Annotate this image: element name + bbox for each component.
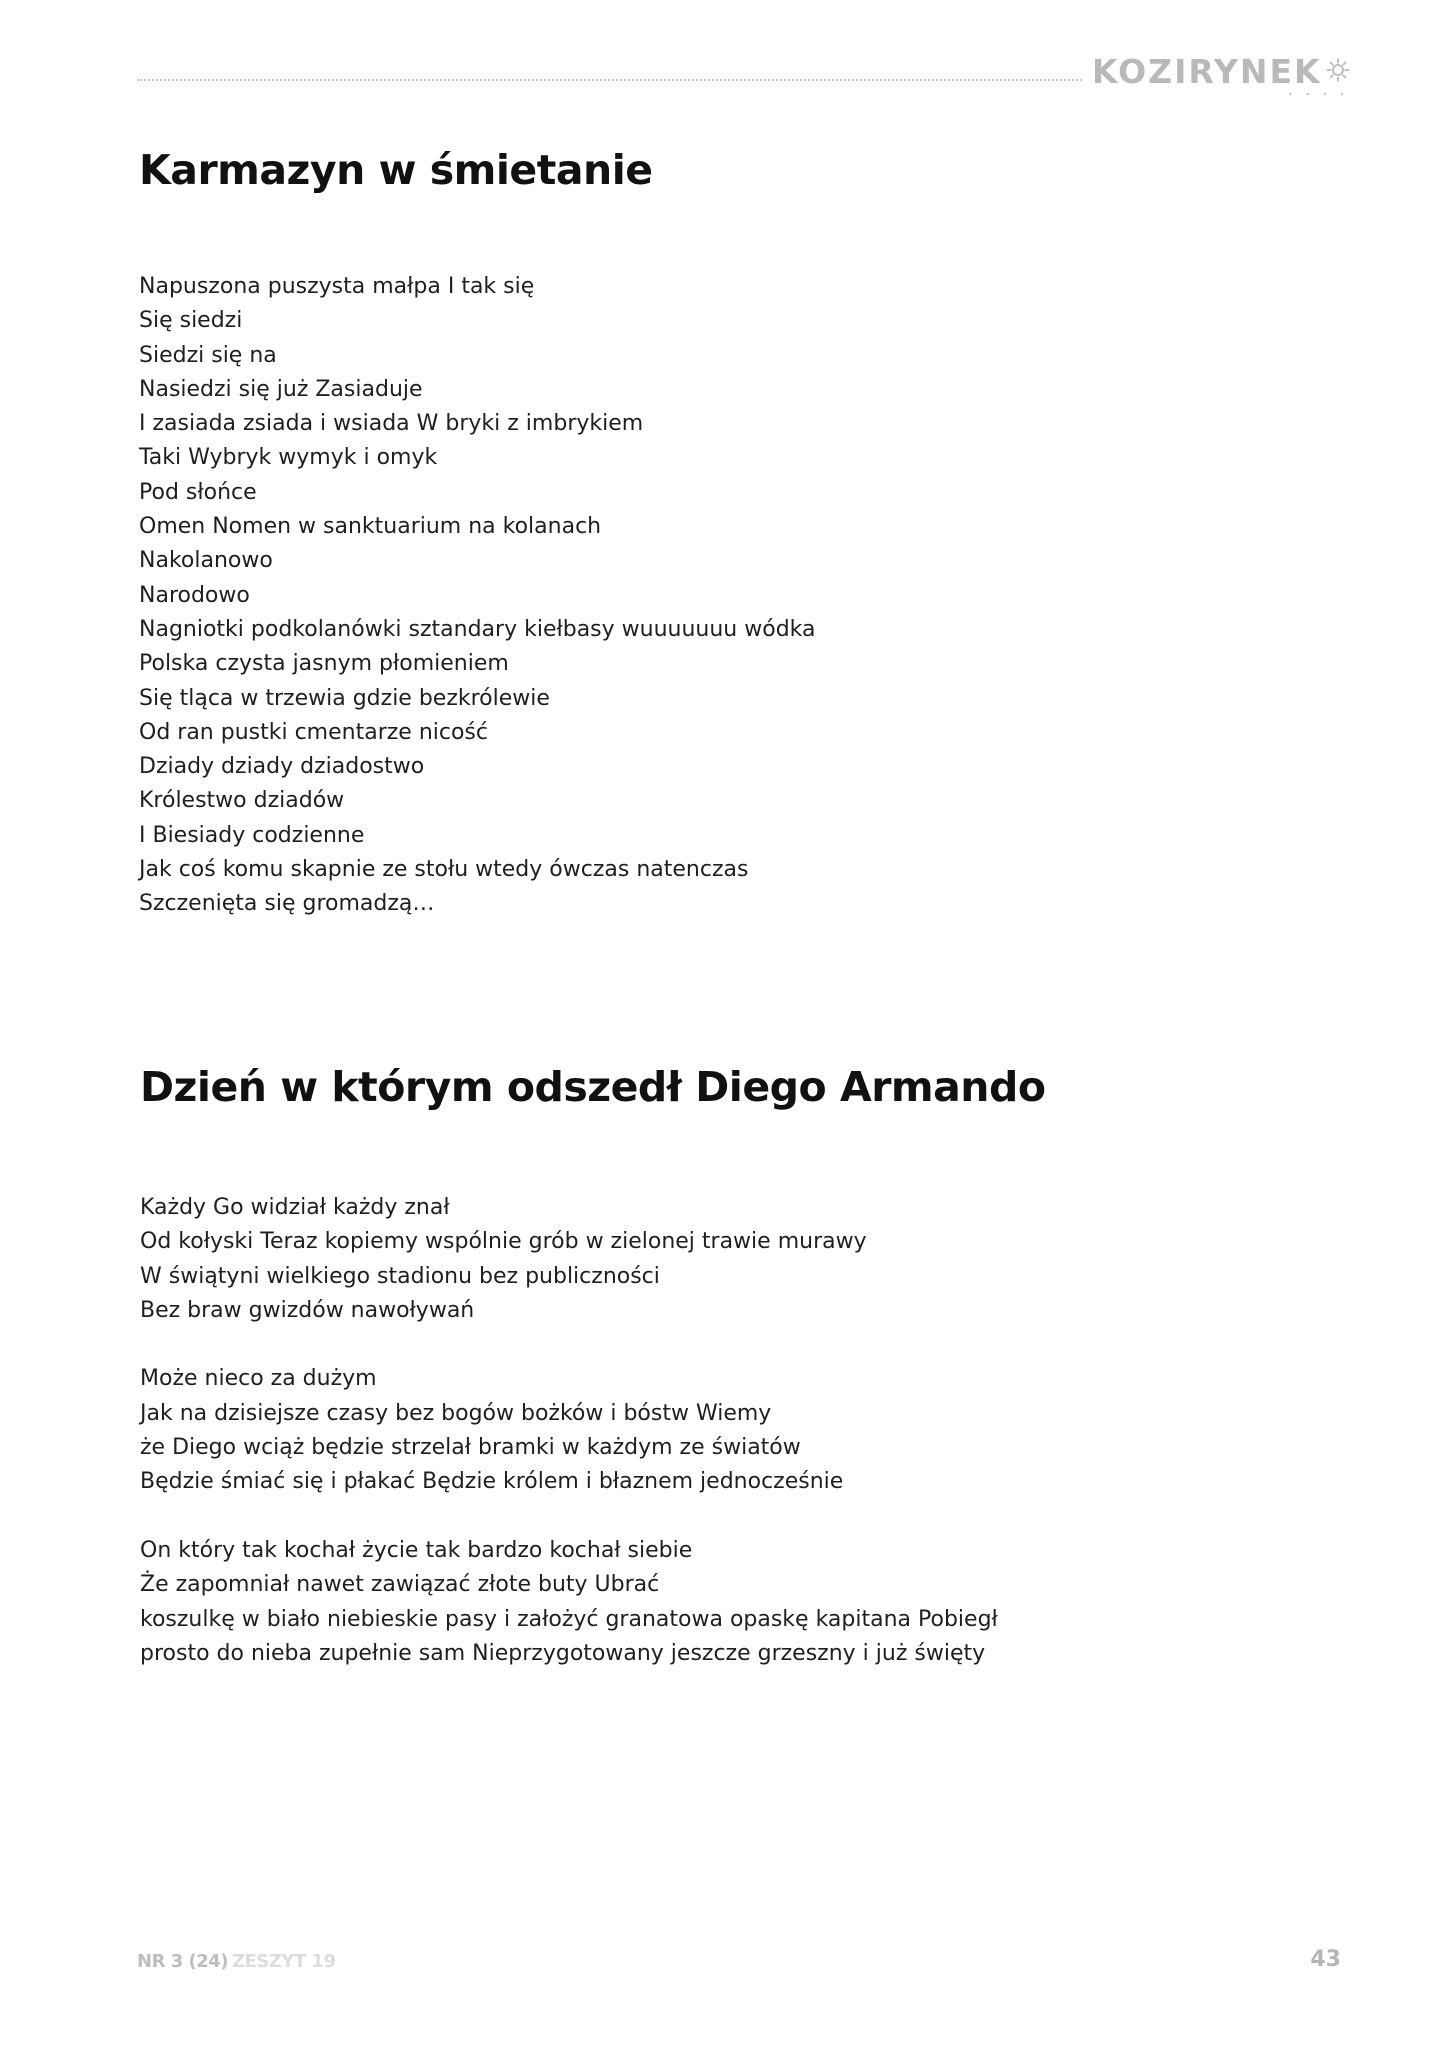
stanza-break	[140, 1328, 1320, 1362]
poem-line: Od ran pustki cmentarze nicość	[139, 719, 488, 745]
brand-subline: • • • •	[1288, 90, 1350, 99]
poem-line: Szczenięta się gromadzą…	[139, 891, 435, 917]
poem-line: Jak na dzisiejsze czasy bez bogów bożków i bóstw Wiemy	[140, 1400, 772, 1426]
poem-line: Będzie śmiać się i płakać Będzie królem i błaznem jednocześnie	[140, 1469, 844, 1495]
poem-line: Nasiedzi się już Zasiaduje	[139, 376, 423, 402]
footer-issue-info	[137, 1950, 335, 1974]
poem-line: Królestwo dziadów	[139, 788, 345, 814]
poem-line: Nakolanowo	[139, 548, 273, 574]
poem-line: prosto do nieba zupełnie sam Nieprzygotowany jeszcze grzeszny i już święty	[140, 1640, 986, 1666]
poem-line: Może nieco za dużym	[140, 1366, 377, 1392]
poem-line: Bez braw gwizdów nawoływań	[140, 1297, 475, 1323]
magazine-logo	[1092, 52, 1352, 102]
poem-line: że Diego wciąż będzie strzelał bramki w każdym ze światów	[140, 1435, 801, 1461]
poem-line: Się tląca w trzewia gdzie bezkrólewie	[139, 685, 550, 711]
brand-name: KOZIRYNEK	[1092, 52, 1322, 91]
page-number: 43	[1310, 1947, 1341, 1972]
poem-line: Każdy Go widział każdy znał	[140, 1195, 450, 1220]
poem-line: I zasiada zsiada i wsiada W bryki z imbrykiem	[139, 411, 644, 437]
poem-diego-armando	[140, 1055, 1320, 1671]
poem-line: Siedzi się na	[139, 342, 277, 368]
poem-line: Od kołyski Teraz kopiemy wspólnie grób w zielonej trawie murawy	[140, 1229, 867, 1255]
poem-line: W świątyni wielkiego stadionu bez publiczności	[140, 1263, 660, 1289]
poem-line: I Biesiady codzienne	[139, 822, 365, 848]
poem-line: Pod słońce	[139, 479, 257, 505]
header-dotted-rule	[137, 79, 1082, 81]
zeszyt-number: ZESZYT 19	[231, 1951, 336, 1972]
poem-karmazyn	[139, 138, 1319, 922]
poem-line: Narodowo	[139, 582, 250, 608]
poem-line: Się siedzi	[139, 308, 243, 334]
poem-line: On który tak kochał życie tak bardzo kochał siebie	[140, 1537, 693, 1563]
poem-line: Omen Nomen w sanktuarium na kolanach	[139, 514, 602, 540]
poem-line: Taki Wybryk wymyk i omyk	[139, 445, 438, 471]
poem-line: Napuszona puszysta małpa I tak się	[139, 274, 535, 299]
poem-title: Karmazyn w śmietanie	[139, 146, 653, 194]
stanza-break	[140, 1500, 1320, 1534]
poem-line: Że zapomniał nawet zawiązać złote buty Ubrać	[140, 1572, 660, 1598]
poem-line: Polska czysta jasnym płomieniem	[139, 651, 509, 677]
poem-line: Jak coś komu skapnie ze stołu wtedy ówczas natenczas	[139, 857, 749, 883]
poem-line: Dziady dziady dziadostwo	[139, 754, 425, 780]
sunburst-icon	[1326, 58, 1350, 82]
issue-number: NR 3 (24)	[137, 1951, 228, 1972]
poem-line: Nagniotki podkolanówki sztandary kiełbasy wuuuuuuu wódka	[139, 616, 816, 642]
poem-lines	[140, 1191, 1320, 1671]
poem-title: Dzień w którym odszedł Diego Armando	[140, 1063, 1046, 1111]
poem-line: koszulkę w biało niebieskie pasy i założyć granatowa opaskę kapitana Pobiegł	[140, 1606, 998, 1632]
poem-lines	[139, 270, 1319, 922]
